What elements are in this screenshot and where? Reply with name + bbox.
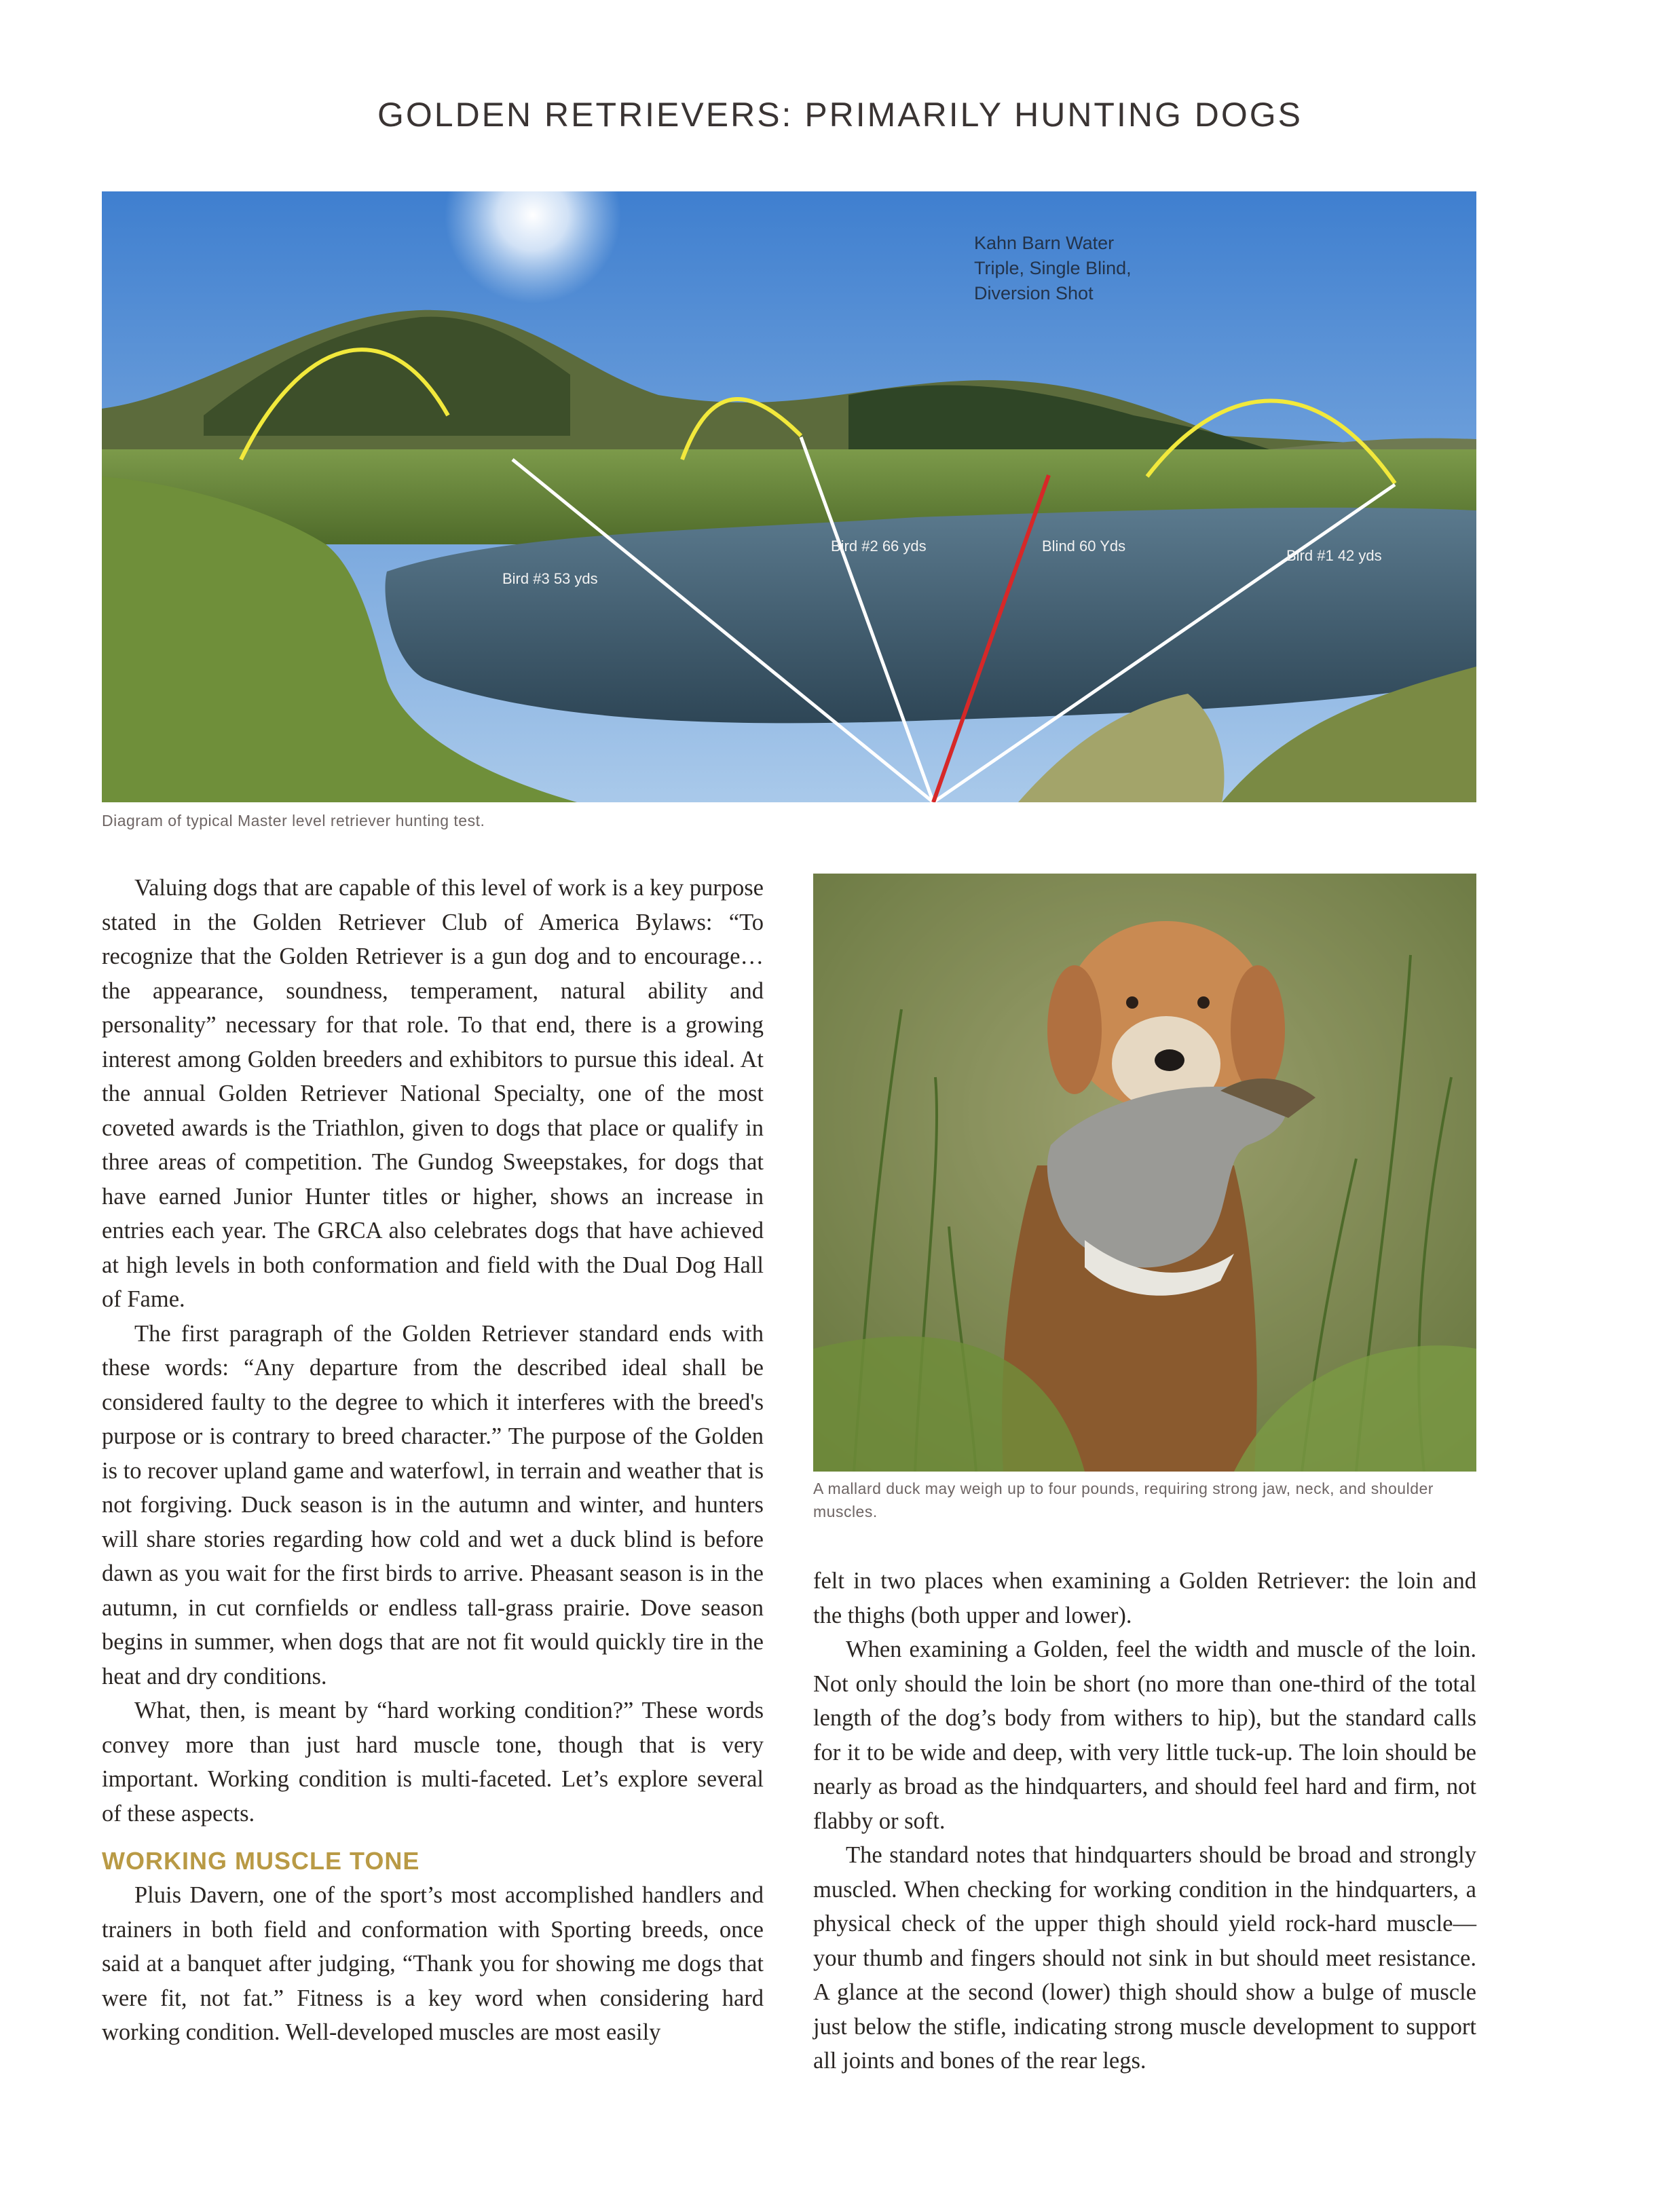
paragraph: The standard notes that hindquarters should be broad and strongly muscled. When checking for working condition in the hindquarters, a physical check of the upper thigh should yield rock-hard muscle—your thumb and fingers should not sink in but should meet resistance. A glance at the second (lower) thigh should show a bulge of muscle just below the stifle, indicating strong muscle development to support all joints and bones of the rear legs.	[813, 1842, 1476, 2074]
blind-label: Blind 60 Yds	[1042, 538, 1126, 555]
left-column	[102, 871, 764, 2050]
diagram-title-line-1: Kahn Barn Water	[974, 233, 1115, 253]
diagram-title-line-3: Diversion Shot	[974, 283, 1094, 303]
paragraph: Pluis Davern, one of the sport’s most accomplished handlers and trainers in both field and conformation with Sporting breeds, once said at a banquet after judging, “Thank you for showing me dogs that were fit, not fat.” Fitness is a key word when considering hard working condition. Well-developed muscles are most easily	[102, 1882, 764, 2045]
diagram-photo	[102, 191, 1476, 802]
section-heading: WORKING MUSCLE TONE	[102, 1847, 420, 1875]
paragraph: felt in two places when examining a Golden Retriever: the loin and the thighs (both upper and lower).	[813, 1568, 1476, 1628]
bird3-label: Bird #3 53 yds	[502, 570, 598, 587]
figure1-caption: Diagram of typical Master level retriever hunting test.	[102, 812, 485, 829]
paragraph: The first paragraph of the Golden Retriever standard ends with these words: “Any departure from the described ideal shall be considered faulty to the degree to which it interferes with the breed's purpose or is contrary to breed character.” The purpose of the Golden is to recover upland game and waterfowl, in terrain and weather that is not forgiving. Duck season is in the autumn and winter, and hunters will share stories regarding how cold and wet a duck blind is before dawn as you wait for the first birds to arrive. Pheasant season is in the autumn, in cut cornfields or endless tall-grass prairie. Dove season begins in summer, when dogs that are not fit would quickly tire in the heat and dry conditions.	[102, 1320, 764, 1689]
page-header: GOLDEN RETRIEVERS: PRIMARILY HUNTING DOGS	[377, 96, 1303, 134]
diagram-title-line-2: Triple, Single Blind,	[974, 258, 1132, 278]
bird1-label: Bird #1 42 yds	[1286, 547, 1382, 564]
hunting-test-diagram	[102, 191, 1476, 802]
right-column	[813, 1564, 1476, 2078]
dog-with-duck-photo	[813, 874, 1476, 1472]
dog-photo	[813, 874, 1476, 1472]
paragraph: What, then, is meant by “hard working condition?” These words convey more than just hard muscle tone, though that is very important. Working condition is multi-faceted. Let’s explore several of these aspects.	[102, 1698, 764, 1827]
figure2-caption: A mallard duck may weigh up to four pounds, requiring strong jaw, neck, and shoulder muscles.	[813, 1480, 1434, 1520]
paragraph: Valuing dogs that are capable of this level of work is a key purpose stated in the Golden Retriever Club of America Bylaws: “To recognize that the Golden Retriever is a gun dog and to encourage… the appearance, soundness, temperament, natural ability and personality” necessary for that role. To that end, there is a growing interest among Golden breeders and exhibitors to pursue this ideal. At the annual Golden Retriever National Specialty, one of the most coveted awards is the Triathlon, given to dogs that place or qualify in three areas of competition. The Gundog Sweepstakes, for dogs that have earned Junior Hunter titles or higher, shows an increase in entries each year. The GRCA also celebrates dogs that have achieved at high levels in both conformation and field with the Dual Dog Hall of Fame.	[102, 875, 764, 1312]
bird2-label: Bird #2 66 yds	[831, 538, 927, 555]
paragraph: When examining a Golden, feel the width and muscle of the loin. Not only should the loin be short (no more than one-third of the total length of the dog’s body from withers to hip), but the standard calls for it to be wide and deep, with very little tuck-up. The loin should be nearly as broad as the hindquarters, and should feel hard and firm, not flabby or soft.	[813, 1636, 1476, 1834]
